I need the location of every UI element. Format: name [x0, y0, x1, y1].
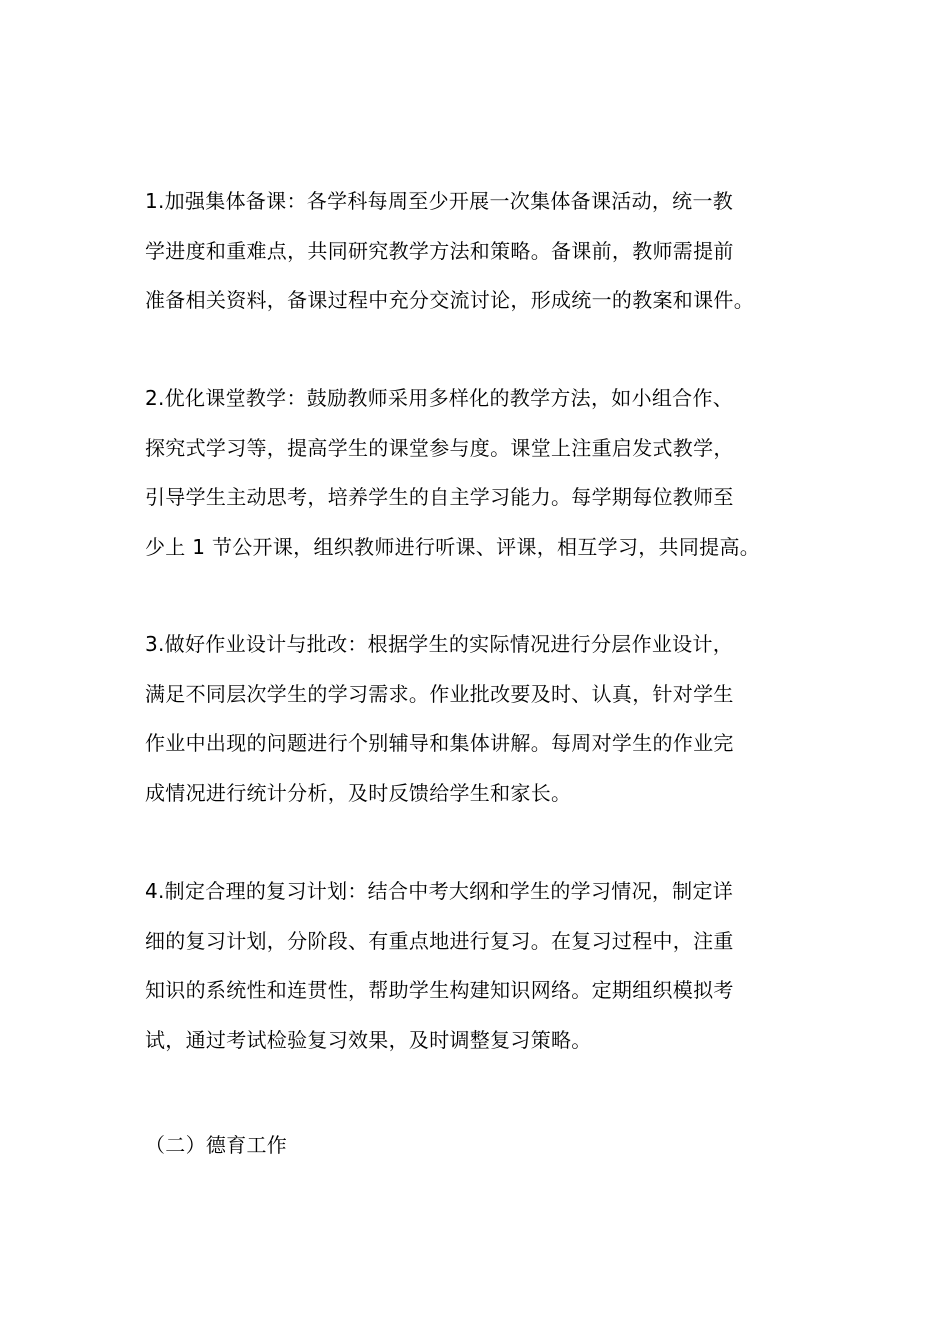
paragraph-homework-design [145, 620, 810, 818]
text-line: 3.做好作业设计与批改：根据学生的实际情况进行分层作业设计， [145, 632, 734, 656]
text-line: 2.优化课堂教学：鼓励教师采用多样化的教学方法，如小组合作、 [145, 386, 734, 410]
text-line: 知识的系统性和连贯性，帮助学生构建知识网络。定期组织模拟考 [145, 978, 734, 1002]
text-line: 引导学生主动思考，培养学生的自主学习能力。每学期每位教师至 [145, 485, 734, 509]
section-heading: （二）德育工作 [145, 1133, 288, 1157]
paragraph-review-plan [145, 867, 810, 1065]
paragraph-classroom-teaching [145, 374, 810, 572]
paragraph-collective-lesson-prep [145, 177, 810, 326]
text-line: 4.制定合理的复习计划：结合中考大纲和学生的学习情况，制定详 [145, 879, 734, 903]
text-line: 试，通过考试检验复习效果，及时调整复习策略。 [145, 1027, 592, 1052]
text-line: 探究式学习等，提高学生的课堂参与度。课堂上注重启发式教学， [145, 435, 734, 460]
text-line: 少上 1 节公开课，组织教师进行听课、评课，相互学习，共同提高。 [145, 534, 761, 559]
text-line: 准备相关资料，备课过程中充分交流讨论，形成统一的教案和课件。 [145, 288, 754, 312]
text-line: 细的复习计划，分阶段、有重点地进行复习。在复习过程中，注重 [145, 928, 734, 953]
text-line: 作业中出现的问题进行个别辅导和集体讲解。每周对学生的作业完 [145, 731, 734, 755]
text-line: 成情况进行统计分析，及时反馈给学生和家长。 [145, 780, 572, 805]
text-line: 1.加强集体备课：各学科每周至少开展一次集体备课活动，统一教 [145, 189, 734, 213]
text-line: 满足不同层次学生的学习需求。作业批改要及时、认真，针对学生 [145, 681, 734, 706]
text-line: 学进度和重难点，共同研究教学方法和策略。备课前，教师需提前 [145, 238, 734, 263]
